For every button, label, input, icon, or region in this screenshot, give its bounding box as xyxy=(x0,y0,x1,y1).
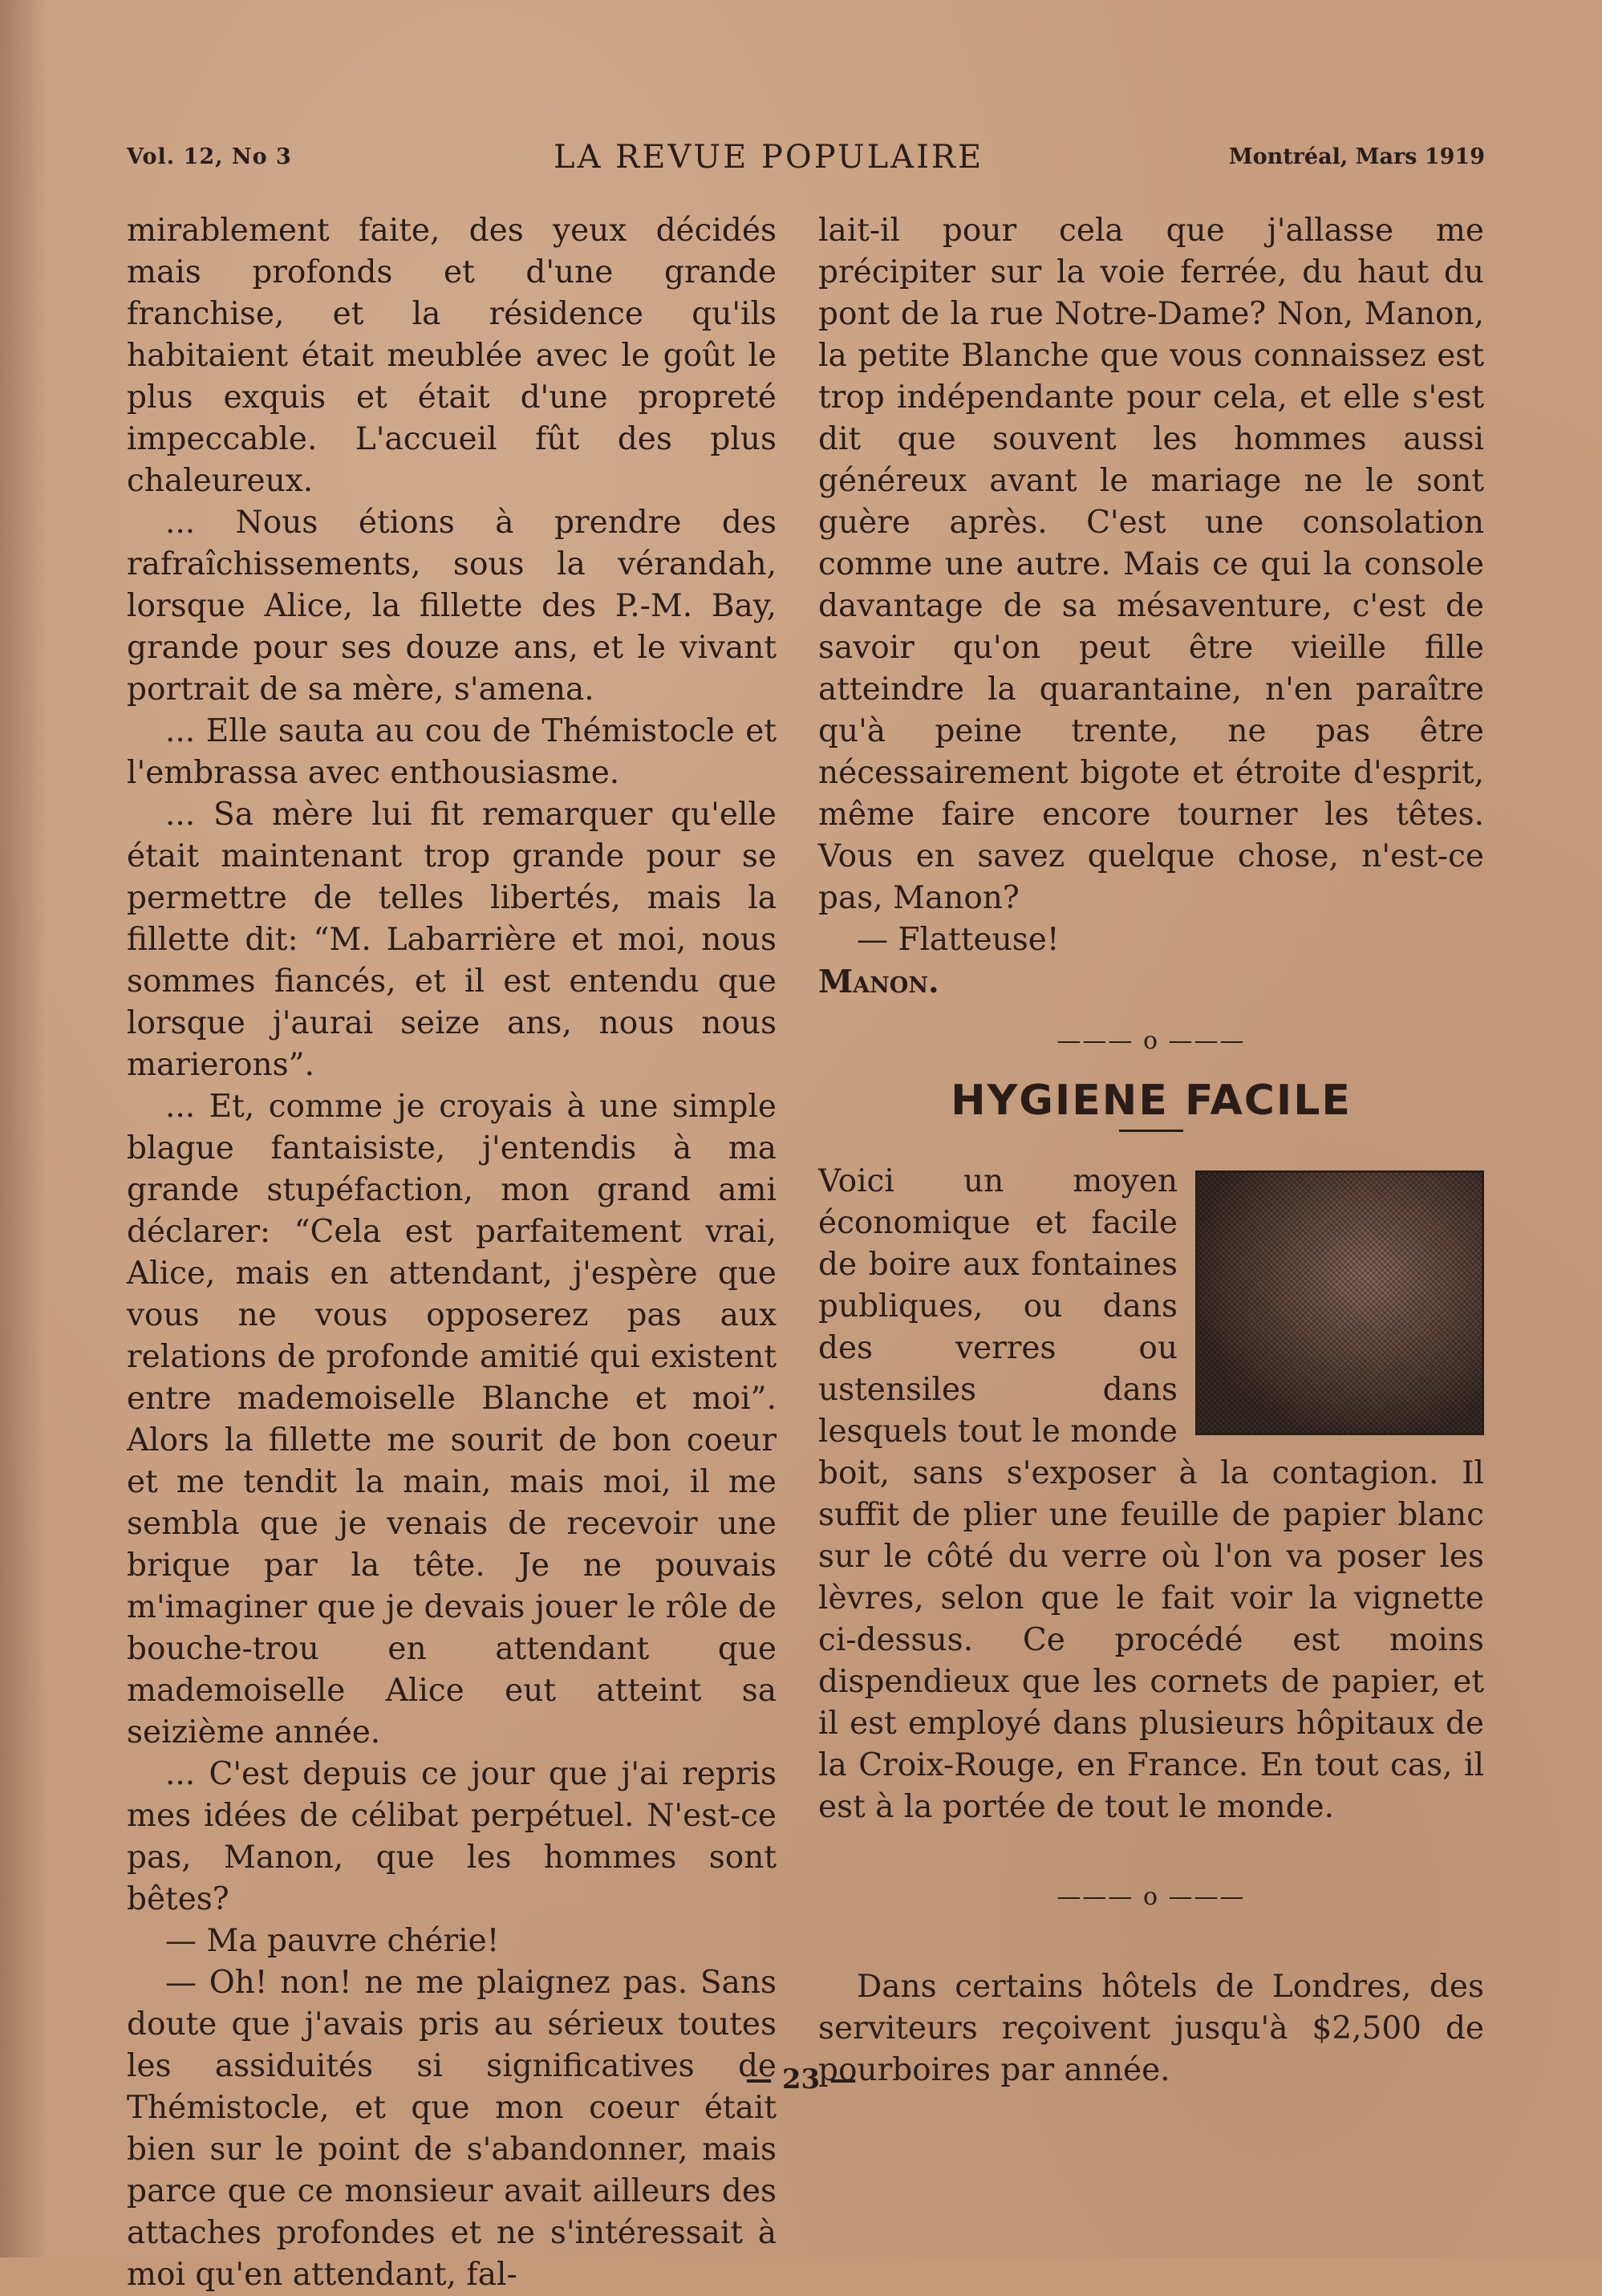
right-column xyxy=(818,210,1484,2091)
separator: ——— o ——— xyxy=(1057,1027,1246,1055)
separator: ——— o ——— xyxy=(1057,1883,1246,1911)
left-column xyxy=(127,210,777,2296)
paragraph: — Ma pauvre chérie! xyxy=(165,1923,500,1959)
issue-date: Montréal, Mars 1919 xyxy=(1228,144,1485,169)
paragraph: ... C'est depuis ce jour que j'ai repris mes idées de célibat perpétuel. N'est-ce pas, Manon, que les hommes sont bêtes? xyxy=(127,1756,777,1917)
paragraph: mirablement faite, des yeux décidés mais profonds et d'une grande franchise, et la résidence qu'ils habitaient était meublée avec le goût le plus exquis et était d'une propreté impeccable. L'accueil fût des plus chaleureux. xyxy=(127,213,777,499)
reply: — Flatteuse! xyxy=(857,922,1060,958)
page-edge-shadow xyxy=(0,0,48,2257)
paragraph: lait-il pour cela que j'allasse me précipiter sur la voie ferrée, du haut du pont de la rue Notre-Dame? Non, Manon, la petite Blanche que vous connaissez est trop indépendante pour cela, et elle s'est dit que souvent les hommes aussi généreux avant le mariage ne le sont guère après. C'est une consolation comme une autre. Mais ce qui la console davantage de sa mésaventure, c'est de savoir qu'on peut être vieille fille atteindre la quarantaine, n'en paraître qu'à peine trente, ne pas être nécessairement bigote et étroite d'esprit, même faire encore tourner les têtes. Vous en savez quelque chose, n'est-ce pas, Manon? xyxy=(818,213,1484,916)
paragraph: ... Et, comme je croyais à une simple blague fantaisiste, j'entendis à ma grande stupéfaction, mon grand ami déclarer: “Cela est parfaitement vrai, Alice, mais en attendant, j'espère que vous ne vous opposerez pas aux relations de profonde amitié qui existent entre mademoiselle Blanche et moi”. Alors la fillette me sourit de bon coeur et me tendit la main, mais moi, il me sembla que je venais de recevoir une brique par la tête. Je ne pouvais m'imaginer que je devais jouer le rôle de bouche-trou en attendant que mademoiselle Alice eut atteint sa seizième année. xyxy=(127,1089,777,1750)
magazine-title: LA REVUE POPULAIRE xyxy=(554,139,984,176)
paragraph: ... Nous étions à prendre des rafraîchissements, sous la vérandah, lorsque Alice, la fillette des P.-M. Bay, grande pour ses douze ans, et le vivant portrait de sa mère, s'amena. xyxy=(127,505,777,708)
paragraph: ... Sa mère lui fit remarquer qu'elle était maintenant trop grande pour se permettre de telles libertés, mais la fillette dit: “M. Labarrière et moi, nous sommes fiancés, et il est entendu que lorsque j'aurai seize ans, nous nous marierons”. xyxy=(127,797,777,1083)
volume-number: Vol. 12, No 3 xyxy=(127,144,292,169)
news-note: Dans certains hôtels de Londres, des serviteurs reçoivent jusqu'à $2,500 de pourboires par année. xyxy=(818,1969,1484,2088)
headline-rule xyxy=(1119,1130,1183,1132)
paragraph: ... Elle sauta au cou de Thémistocle et l'embrassa avec enthousiasme. xyxy=(127,713,777,791)
paragraph: — Oh! non! ne me plaignez pas. Sans doute que j'avais pris au sérieux toutes les assiduités si significatives de Thémistocle, et que mon coeur était bien sur le point de s'abandonner, mais parce que ce monsieur avait ailleurs des attaches profondes et ne s'intéressait à moi qu'en attendant, fal- xyxy=(127,1965,777,2293)
article-headline: HYGIENE FACILE xyxy=(951,1077,1352,1125)
signature: Manon. xyxy=(818,963,939,1000)
illustration-image xyxy=(1195,1170,1484,1435)
article-body: Voici un moyen économique et facile de boire aux fontaines publiques, ou dans des verres ou ustensiles dans lesquels tout le monde boit, sans s'exposer à la contagion. Il suffit de plier une feuille de papier blanc sur le côté du verre où l'on va poser les lèvres, selon que le fait voir la vignette ci-dessus. Ce procédé est moins dispendieux que les cornets de papier, et il est employé dans plusieurs hôpitaux de la Croix-Rouge, en France. En tout cas, il est à la portée de tout le monde. xyxy=(818,1163,1484,1825)
page-number: — 23 — xyxy=(745,2063,857,2095)
